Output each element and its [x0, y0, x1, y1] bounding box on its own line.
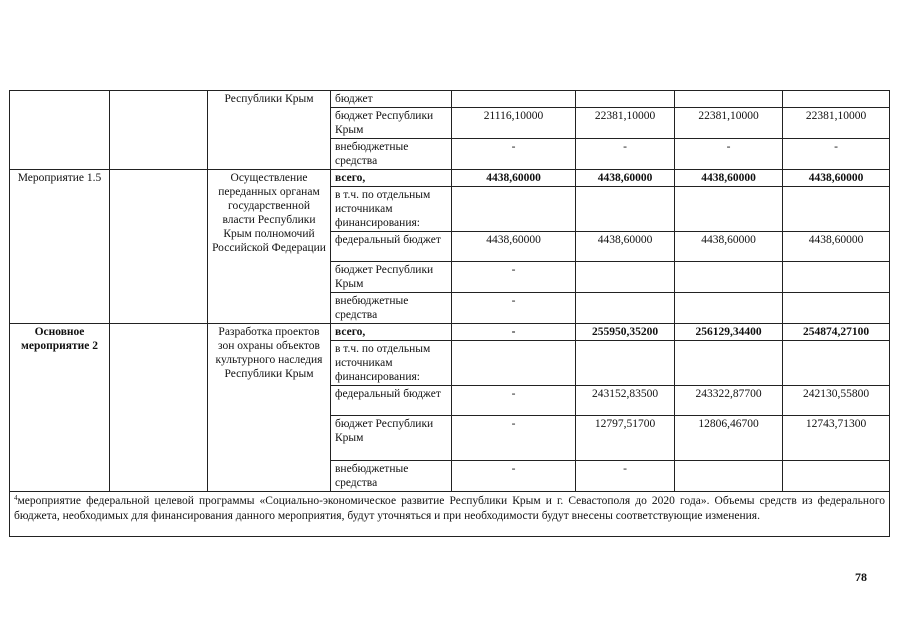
- executor-cell: Республики Крым: [208, 91, 331, 170]
- amount-cell: 254874,27100: [783, 324, 890, 341]
- amount-cell: 243152,83500: [576, 386, 675, 416]
- amount-cell: 256129,34400: [675, 324, 783, 341]
- amount-cell: -: [452, 386, 576, 416]
- table-row: [10, 324, 890, 341]
- amount-cell: 243322,87700: [675, 386, 783, 416]
- amount-cell: [576, 187, 675, 232]
- amount-cell: [576, 262, 675, 293]
- amount-cell: 22381,10000: [675, 108, 783, 139]
- event-name-cell: [10, 91, 110, 170]
- amount-cell: -: [576, 461, 675, 492]
- footnote-row: [10, 492, 890, 537]
- amount-cell: -: [452, 139, 576, 170]
- amount-cell: [783, 187, 890, 232]
- empty-cell: [110, 170, 208, 324]
- amount-cell: [576, 341, 675, 386]
- amount-cell: [783, 293, 890, 324]
- amount-cell: [783, 341, 890, 386]
- funding-source-cell: в т.ч. по отдельным источникам финансирования:: [331, 341, 452, 386]
- amount-cell: -: [452, 461, 576, 492]
- amount-cell: 255950,35200: [576, 324, 675, 341]
- amount-cell: [675, 91, 783, 108]
- amount-cell: [783, 91, 890, 108]
- amount-cell: 4438,60000: [576, 232, 675, 262]
- footnote-mark: 4: [14, 494, 18, 502]
- funding-source-cell: бюджет: [331, 91, 452, 108]
- amount-cell: [576, 91, 675, 108]
- amount-cell: [675, 262, 783, 293]
- amount-cell: -: [783, 139, 890, 170]
- amount-cell: -: [675, 139, 783, 170]
- funding-source-cell: бюджет Республики Крым: [331, 262, 452, 293]
- funding-source-cell: всего,: [331, 170, 452, 187]
- amount-cell: [675, 187, 783, 232]
- empty-cell: [110, 91, 208, 170]
- table-row: [10, 91, 890, 108]
- amount-cell: 4438,60000: [576, 170, 675, 187]
- amount-cell: [783, 461, 890, 492]
- amount-cell: [783, 262, 890, 293]
- amount-cell: [675, 293, 783, 324]
- event-name-cell: Мероприятие 1.5: [10, 170, 110, 324]
- amount-cell: [452, 91, 576, 108]
- amount-cell: 4438,60000: [675, 170, 783, 187]
- amount-cell: [675, 341, 783, 386]
- funding-source-cell: в т.ч. по отдельным источникам финансирования:: [331, 187, 452, 232]
- amount-cell: 4438,60000: [783, 232, 890, 262]
- amount-cell: 4438,60000: [452, 232, 576, 262]
- event-description-cell: Разработка проектов зон охраны объектов культурного наследия Республики Крым: [208, 324, 331, 492]
- amount-cell: -: [452, 324, 576, 341]
- funding-source-cell: внебюджетные средства: [331, 139, 452, 170]
- amount-cell: 242130,55800: [783, 386, 890, 416]
- amount-cell: -: [452, 262, 576, 293]
- financing-table: [9, 90, 890, 537]
- table-body: [10, 91, 890, 537]
- amount-cell: 21116,10000: [452, 108, 576, 139]
- footnote-cell: [10, 492, 890, 537]
- amount-cell: 22381,10000: [783, 108, 890, 139]
- amount-cell: [452, 187, 576, 232]
- amount-cell: 4438,60000: [452, 170, 576, 187]
- amount-cell: 12797,51700: [576, 416, 675, 461]
- amount-cell: -: [576, 139, 675, 170]
- funding-source-cell: федеральный бюджет: [331, 386, 452, 416]
- amount-cell: [576, 293, 675, 324]
- funding-source-cell: всего,: [331, 324, 452, 341]
- amount-cell: -: [452, 293, 576, 324]
- page-number: 78: [855, 570, 867, 584]
- amount-cell: 4438,60000: [783, 170, 890, 187]
- empty-cell: [110, 324, 208, 492]
- event-description-cell: Осуществление переданных органам государственной власти Республики Крым полномочий Российской Федерации: [208, 170, 331, 324]
- funding-source-cell: бюджет Республики Крым: [331, 108, 452, 139]
- funding-source-cell: федеральный бюджет: [331, 232, 452, 262]
- amount-cell: [452, 341, 576, 386]
- amount-cell: -: [452, 416, 576, 461]
- amount-cell: 12806,46700: [675, 416, 783, 461]
- amount-cell: 4438,60000: [675, 232, 783, 262]
- table-row: [10, 170, 890, 187]
- funding-source-cell: бюджет Республики Крым: [331, 416, 452, 461]
- funding-source-cell: внебюджетные средства: [331, 461, 452, 492]
- event-name-cell: Основное мероприятие 2: [10, 324, 110, 492]
- footnote-text: мероприятие федеральной целевой программы «Социально-экономическое развитие Республики Крым и г. Севастополя до 2020 года». Объемы средств из федерального бюджета, необходимых для финансирования данного мероприятия, будут уточняться и при необходимости будут внесены соответствующие изменения.: [14, 495, 885, 522]
- amount-cell: 12743,71300: [783, 416, 890, 461]
- amount-cell: [675, 461, 783, 492]
- funding-source-cell: внебюджетные средства: [331, 293, 452, 324]
- amount-cell: 22381,10000: [576, 108, 675, 139]
